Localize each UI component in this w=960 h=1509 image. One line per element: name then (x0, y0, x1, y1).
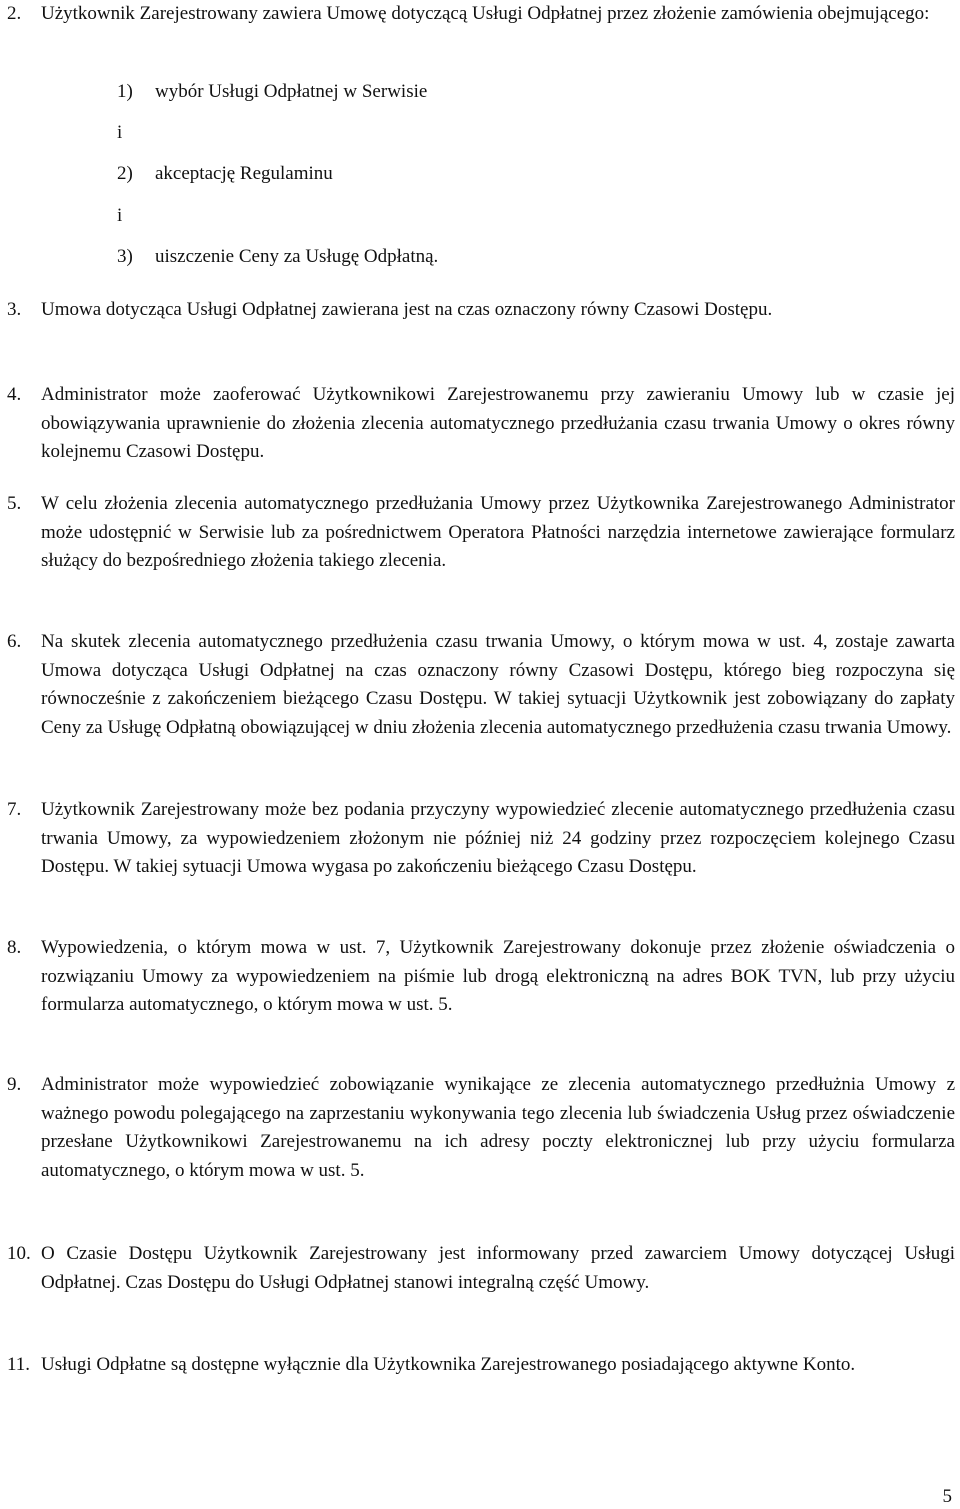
item-text: Administrator może wypowiedzieć zobowiązanie wynikające ze zlecenia automatycznego przedłużnia Umowy z ważnego powodu polegającego na zaprzestaniu wykonywania tego zlecenia lub świadczenia Usług przez oświadczenie przesłane Użytkownikowi Zarejestrowanemu na ich adresy poczty elektronicznej lub przy użyciu formularza automatycznego, o którym mowa w ust. 5. (41, 1074, 955, 1181)
subitem-1 (117, 78, 427, 106)
subitem-3 (117, 243, 438, 271)
item-text: Wypowiedzenia, o którym mowa w ust. 7, Użytkownik Zarejestrowany dokonuje przez złożenie oświadczenia o rozwiązaniu Umowy za wypowiedzeniem na piśmie lub drogą elektroniczną na adres BOK TVN, lub przy użyciu formularza automatycznego, o którym mowa w ust. 5. (41, 937, 955, 1015)
item-number: 10. (7, 1243, 31, 1264)
item-text: Umowa dotycząca Usługi Odpłatnej zawierana jest na czas oznaczony równy Czasowi Dostępu. (41, 299, 773, 320)
item-number: 5. (7, 493, 22, 514)
subitem-text: akceptację Regulaminu (155, 163, 333, 184)
item-text: Usługi Odpłatne są dostępne wyłącznie dla Użytkownika Zarejestrowanego posiadającego aktywne Konto. (41, 1354, 856, 1375)
subitem-text: uiszczenie Ceny za Usługę Odpłatną. (155, 246, 439, 267)
item-number: 6. (7, 631, 22, 652)
item-number: 8. (7, 937, 22, 958)
item-number: 2. (7, 3, 22, 24)
item-number: 4. (7, 384, 22, 405)
subitem-text: wybór Usługi Odpłatnej w Serwisie (155, 81, 428, 102)
item-number: 7. (7, 799, 22, 820)
page-number: 5 (942, 1486, 952, 1507)
subitem-number: 1) (117, 81, 133, 102)
subitem-number: 2) (117, 163, 133, 184)
subitem-number: 3) (117, 246, 133, 267)
subitem-2 (117, 160, 333, 188)
item-number: 9. (7, 1074, 22, 1095)
conjunction-and: i (117, 205, 123, 226)
item-number: 11. (7, 1354, 31, 1375)
conjunction-and: i (117, 122, 123, 143)
item-number: 3. (7, 299, 22, 320)
item-text: W celu złożenia zlecenia automatycznego przedłużania Umowy przez Użytkownika Zarejestrowanego Administrator może udostępnić w Serwisie lub za pośrednictwem Operatora Płatności narzędzia internetowe zawierające formularz służący do bezpośredniego złożenia takiego zlecenia. (41, 493, 955, 571)
item-text: Administrator może zaoferować Użytkownikowi Zarejestrowanemu przy zawieraniu Umowy lub w czasie jej obowiązywania uprawnienie do złożenia zlecenia automatycznego przedłużania czasu trwania Umowy o okres równy kolejnemu Czasowi Dostępu. (41, 384, 955, 462)
item-text: Na skutek zlecenia automatycznego przedłużenia czasu trwania Umowy, o którym mowa w ust. 4, zostaje zawarta Umowa dotycząca Usługi Odpłatnej na czas oznaczony równy Czasowi Dostępu, którego bieg rozpoczyna się równocześnie z zakończeniem bieżącego Czasu Dostępu. W takiej sytuacji Użytkownik jest zobowiązany do zapłaty Ceny za Usługę Odpłatną obowiązującej w dniu złożenia zlecenia automatycznego przedłużenia czasu trwania Umowy. (41, 631, 955, 738)
item-text: Użytkownik Zarejestrowany zawiera Umowę dotyczącą Usługi Odpłatnej przez złożenie zamówienia obejmującego: (41, 3, 930, 24)
item-text: O Czasie Dostępu Użytkownik Zarejestrowany jest informowany przed zawarciem Umowy dotyczącej Usługi Odpłatnej. Czas Dostępu do Usługi Odpłatnej stanowi integralną część Umowy. (41, 1243, 955, 1293)
item-text: Użytkownik Zarejestrowany może bez podania przyczyny wypowiedzieć zlecenie automatycznego przedłużenia czasu trwania Umowy, za wypowiedzeniem złożonym nie później niż 24 godziny przez rozpoczęciem kolejnego Czasu Dostępu. W takiej sytuacji Umowa wygasa po zakończeniu bieżącego Czasu Dostępu. (41, 799, 955, 877)
